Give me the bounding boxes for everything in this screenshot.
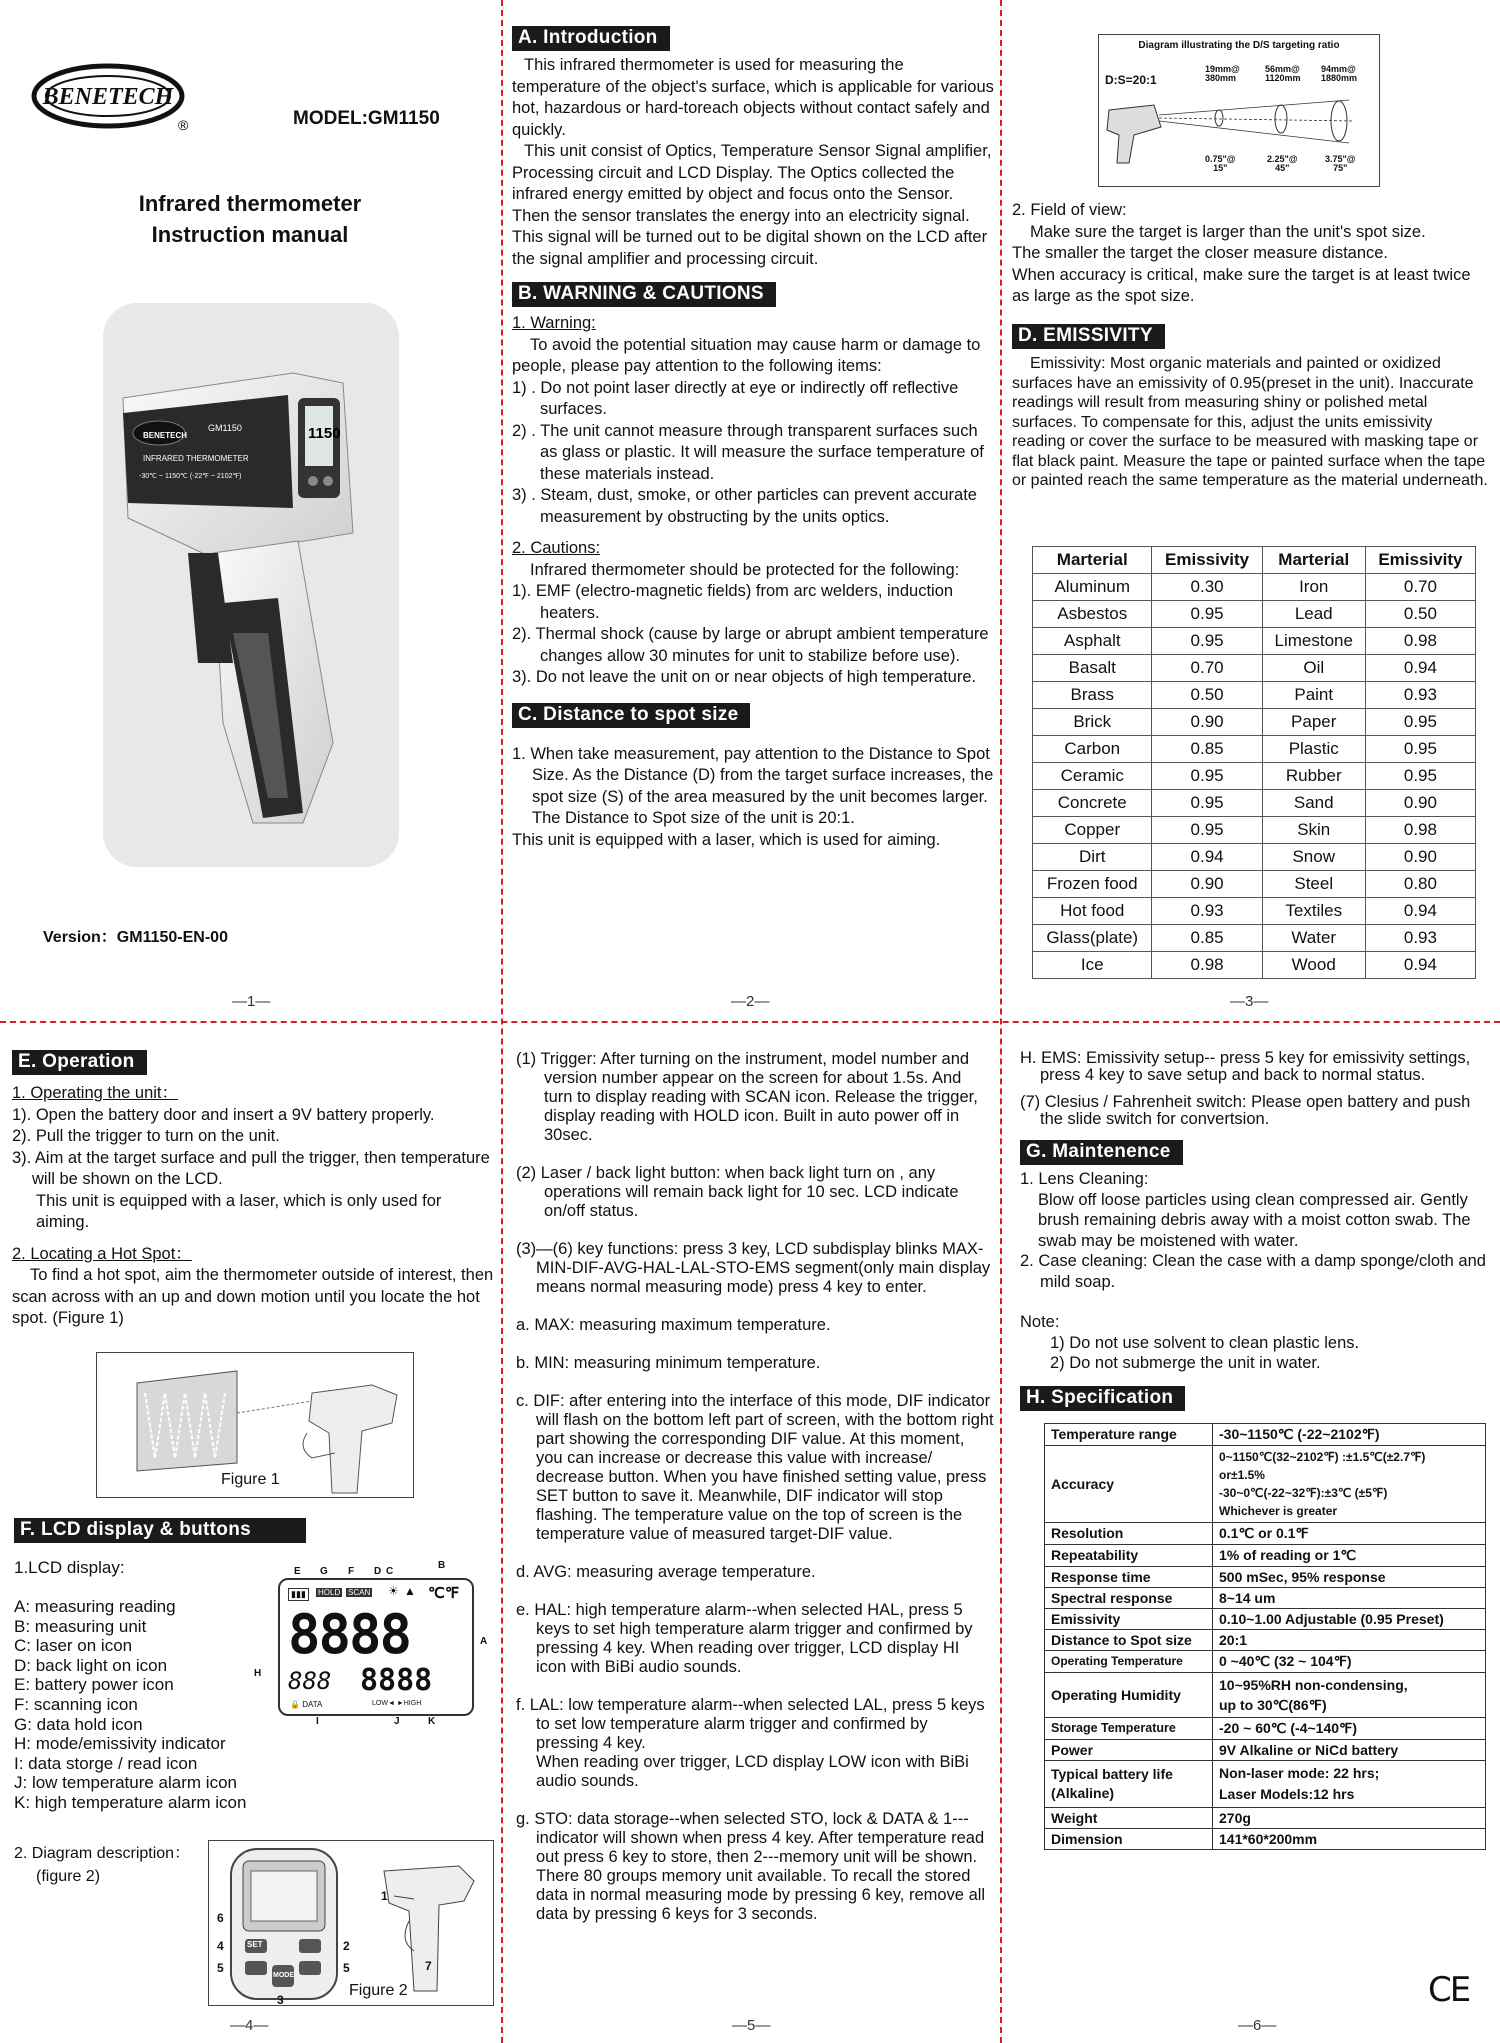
operating-note: This unit is equipped with a laser, which is only used for aiming.	[36, 1191, 442, 1231]
spec-value: -20 ~ 60℃ (-4~140℉)	[1213, 1717, 1486, 1739]
material-cell: Ice	[1033, 952, 1152, 979]
table-header: Emissivity	[1365, 547, 1475, 574]
spec-value-line: 10~95%RH non-condensing,	[1219, 1676, 1408, 1693]
spec-label: Dimension	[1045, 1828, 1213, 1849]
spec-label: Distance to Spot size	[1045, 1629, 1213, 1650]
figure-2-callout: 6	[217, 1911, 224, 1925]
spec-value: 0 ~40℃ (32 ~ 104℉)	[1213, 1650, 1486, 1672]
emissivity-text: Emissivity: Most organic materials and painted or oxidized surfaces have an emissivity of 0.95(preset in the unit). Inaccurate readings will result from measuring shiny or polished metal surfaces. To compensate for this, adjust the units emissivity reading or cover the surface to be measured with masking tape or flat black paint. Measure the tape or painted surface when the tape or painted reach the same temperature as the material underneath.	[1012, 355, 1488, 489]
ds-bottom-label: 2.25"@	[1267, 154, 1298, 164]
lcd-screen	[278, 1578, 474, 1716]
lcd-legend-list	[14, 1597, 246, 1813]
emissivity-cell: 0.90	[1152, 871, 1262, 898]
table-row	[1033, 682, 1476, 709]
mode-hal: e. HAL: high temperature alarm--when selected HAL, press 5 keys to set high temperature alarm trigger and confirmed by pressing 4 key. When reading over trigger, LCD display HI icon with BiBi audio sounds.	[516, 1601, 973, 1676]
emissivity-cell: 0.95	[1152, 790, 1262, 817]
spec-label: Spectral response	[1045, 1587, 1213, 1608]
spec-label: Temperature range	[1045, 1423, 1213, 1445]
emissivity-cell: 0.70	[1152, 655, 1262, 682]
spec-value: 8~14 um	[1213, 1587, 1486, 1608]
distance-laser: This unit is equipped with a laser, which is used for aiming.	[512, 830, 941, 849]
data-icon: 🔒 DATA	[290, 1700, 323, 1709]
material-cell: Oil	[1262, 655, 1365, 682]
ds-ratio-diagram	[1098, 34, 1380, 187]
mode-lal: f. LAL: low temperature alarm--when selected LAL, press 5 keys to set low temperature alarm trigger and confirmed by pressing 4 key.	[516, 1696, 985, 1752]
emissivity-cell: 0.95	[1365, 709, 1475, 736]
lcd-letter: E	[294, 1566, 301, 1577]
emissivity-cell: 0.95	[1152, 628, 1262, 655]
warning-item: 3) . Steam, dust, smoke, or other particles can prevent accurate measurement by obstructing by the units optics.	[512, 486, 977, 526]
emissivity-cell: 0.93	[1152, 898, 1262, 925]
table-row	[1045, 1807, 1486, 1828]
diagram-figure-ref: (figure 2)	[36, 1868, 101, 1885]
lcd-letter: K	[428, 1716, 436, 1727]
page-number: —5—	[732, 2017, 771, 2034]
figure-2-callout: 1	[381, 1889, 388, 1903]
battery-icon: ▮▮▮	[288, 1588, 309, 1601]
cautions-title: 2. Cautions:	[512, 539, 601, 557]
page-number: —2—	[731, 993, 770, 1010]
svg-text:BENETECH: BENETECH	[42, 84, 174, 110]
material-cell: Frozen food	[1033, 871, 1152, 898]
material-cell: Basalt	[1033, 655, 1152, 682]
mode-sto: g. STO: data storage--when selected STO, lock & DATA & 1---indicator will shown when press 4 key. After temperature read out press 6 key to store, then 2---memory unit will be shown. There 80 groups memory unit available. To recall the stored data in normal measuring mode by pressing 6 key, remove all data by pressing 6 keys for 3 seconds.	[516, 1810, 986, 1923]
material-cell: Plastic	[1262, 736, 1365, 763]
warning-intro: To avoid the potential situation may cause harm or damage to people, please pay attention to the following items:	[512, 335, 981, 375]
cover-title-line: Instruction manual	[151, 222, 349, 247]
lcd-legend-item: E: battery power icon	[14, 1675, 174, 1695]
table-row	[1033, 574, 1476, 601]
sub-reading-digits: 8888	[360, 1663, 433, 1698]
spec-label: Response time	[1045, 1566, 1213, 1587]
table-row	[1033, 655, 1476, 682]
operating-step: 1). Open the battery door and insert a 9V battery properly.	[12, 1105, 435, 1124]
mode-avg: d. AVG: measuring average temperature.	[516, 1563, 816, 1581]
emissivity-cell: 0.95	[1365, 736, 1475, 763]
table-row	[1045, 1566, 1486, 1587]
material-cell: Water	[1262, 925, 1365, 952]
material-cell: Carbon	[1033, 736, 1152, 763]
scan-icon: SCAN	[348, 1588, 371, 1597]
spec-value: 0.10~1.00 Adjustable (0.95 Preset)	[1213, 1608, 1486, 1629]
material-cell: Aluminum	[1033, 574, 1152, 601]
page-2	[512, 26, 994, 1016]
low-high-icon: LOW◄ ►HIGH	[372, 1700, 422, 1707]
cautions-intro: Infrared thermometer should be protected for the following:	[530, 560, 960, 579]
fov-text: The smaller the target the closer measure distance.	[1012, 244, 1389, 262]
caution-item: 1). EMF (electro-magnetic fields) from arc welders, induction heaters.	[512, 582, 954, 622]
caution-item: 2). Thermal shock (cause by large or abrupt ambient temperature changes allow 30 minutes for unit to stabilize before use).	[512, 625, 989, 665]
emissivity-cell: 0.90	[1365, 790, 1475, 817]
ds-top-label: 56mm@	[1265, 64, 1300, 74]
device-range: -30℃ ~ 1150℃ (-22℉ ~ 2102℉)	[139, 473, 242, 480]
ds-bottom-label: 15"	[1213, 163, 1228, 173]
material-cell: Limestone	[1262, 628, 1365, 655]
table-row	[1045, 1739, 1486, 1760]
ds-bottom-label: 45"	[1275, 163, 1290, 173]
figure-1-caption: Figure 1	[221, 1471, 280, 1488]
material-cell: Iron	[1262, 574, 1365, 601]
lcd-letter: B	[438, 1560, 446, 1571]
row-divider	[0, 1021, 1500, 1023]
svg-text:®: ®	[178, 117, 189, 133]
warning-item: 1) . Do not point laser directly at eye or indirectly off reflective surfaces.	[512, 378, 959, 418]
spec-label: Operating Humidity	[1045, 1672, 1213, 1717]
lcd-legend-item: D: back light on icon	[14, 1655, 168, 1675]
emissivity-cell: 0.94	[1152, 844, 1262, 871]
lcd-legend-item: B: measuring unit	[14, 1616, 147, 1636]
section-heading-distance: C. Distance to spot size	[512, 703, 750, 728]
table-row	[1045, 1717, 1486, 1739]
maintenance-case: 2. Case cleaning: Clean the case with a damp sponge/cloth and mild soap.	[1020, 1252, 1486, 1291]
spec-value: 141*60*200mm	[1213, 1828, 1486, 1849]
maintenance-lens-title: 1. Lens Cleaning:	[1020, 1170, 1149, 1188]
table-row	[1033, 709, 1476, 736]
lcd-legend-item: I: data storge / read icon	[14, 1753, 198, 1773]
table-row	[1045, 1445, 1486, 1522]
emissivity-cell: 0.50	[1152, 682, 1262, 709]
mode-ems: H. EMS: Emissivity setup-- press 5 key for emissivity settings, press 4 key to save setup and back to normal status.	[1020, 1050, 1471, 1084]
thermometer-gun-image	[103, 303, 399, 867]
lcd-letter: A	[480, 1636, 488, 1647]
material-cell: Wood	[1262, 952, 1365, 979]
page-number: —1—	[232, 993, 271, 1010]
material-cell: Concrete	[1033, 790, 1152, 817]
page-3	[1010, 24, 1494, 1016]
page-6	[1020, 1050, 1496, 2040]
table-row	[1033, 844, 1476, 871]
material-cell: Snow	[1262, 844, 1365, 871]
ds-top-label: 19mm@	[1205, 64, 1240, 74]
table-row	[1045, 1828, 1486, 1849]
material-cell: Hot food	[1033, 898, 1152, 925]
figure-2-caption: Figure 2	[349, 1982, 408, 1999]
note-item: 2) Do not submerge the unit in water.	[1050, 1354, 1321, 1372]
material-cell: Paint	[1262, 682, 1365, 709]
distance-paragraph: 1. When take measurement, pay attention to the Distance to Spot Size. As the Distance (D) from the target surface increases, the spot size (S) of the area measured by the unit becomes larger.	[512, 744, 994, 806]
table-row	[1045, 1522, 1486, 1544]
emissivity-cell: 0.30	[1152, 574, 1262, 601]
emissivity-cell: 0.95	[1152, 601, 1262, 628]
data-label: DATA	[302, 1700, 323, 1709]
lcd-legend-item: A: measuring reading	[14, 1597, 176, 1616]
emissivity-cell: 0.85	[1152, 736, 1262, 763]
ds-top-label: 94mm@	[1321, 64, 1356, 74]
material-cell: Steel	[1262, 871, 1365, 898]
emissivity-cell: 0.50	[1365, 601, 1475, 628]
figure-2	[208, 1840, 494, 2006]
lcd-letter: G	[320, 1566, 328, 1577]
hotspot-title: 2. Locating a Hot Spot：	[12, 1244, 192, 1263]
set-button: SET	[247, 1940, 263, 1949]
table-header: Marterial	[1262, 547, 1365, 574]
spec-value: -30~1150℃ (-22~2102℉)	[1213, 1423, 1486, 1445]
emissivity-cell: 0.95	[1152, 763, 1262, 790]
emissivity-table	[1032, 546, 1476, 979]
benetech-logo	[30, 58, 190, 136]
spec-label: Emissivity	[1045, 1608, 1213, 1629]
emissivity-cell: 0.80	[1365, 871, 1475, 898]
lcd-legend-item: F: scanning icon	[14, 1694, 138, 1714]
spec-value: 9V Alkaline or NiCd battery	[1213, 1739, 1486, 1760]
emissivity-cell: 0.94	[1365, 655, 1475, 682]
page-4	[12, 1050, 496, 2040]
spec-label: Weight	[1045, 1807, 1213, 1828]
intro-paragraph: This unit consist of Optics, Temperature Sensor Signal amplifier, Processing circuit and LCD Display. The Optics collected the infrared energy emitted by object and focus onto the Sensor. Then the sensor translates the energy into an electricity signal. This signal will be turned out to be digital shown on the LCD after the signal amplifier and processing circuit.	[512, 142, 992, 268]
emissivity-cell: 0.98	[1365, 628, 1475, 655]
material-cell: Asbestos	[1033, 601, 1152, 628]
device-label: GM1150	[208, 423, 242, 433]
emissivity-cell: 0.98	[1365, 817, 1475, 844]
material-cell: Lead	[1262, 601, 1365, 628]
mode-min: b. MIN: measuring minimum temperature.	[516, 1354, 821, 1372]
emissivity-cell: 0.85	[1152, 925, 1262, 952]
mode-lal-note: When reading over trigger, LCD display LOW icon with BiBi audio sounds.	[536, 1753, 969, 1790]
section-heading-maintenance: G. Maintenence	[1020, 1140, 1183, 1165]
table-row	[1045, 1629, 1486, 1650]
section-heading-operation: E. Operation	[12, 1050, 147, 1075]
lcd-letter: J	[394, 1716, 400, 1727]
figure-2-callout: 5	[343, 1961, 350, 1975]
table-row	[1033, 763, 1476, 790]
model-number: MODEL:GM1150	[293, 108, 440, 129]
figure-2-callout: 7	[425, 1959, 432, 1973]
material-cell: Dirt	[1033, 844, 1152, 871]
hold-icon: HOLD	[318, 1588, 341, 1597]
material-cell: Rubber	[1262, 763, 1365, 790]
spec-value: 1% of reading or 1℃	[1213, 1544, 1486, 1566]
section-heading-lcd: F. LCD display & buttons	[14, 1518, 306, 1543]
lcd-letter: C	[386, 1566, 394, 1577]
table-row	[1045, 1587, 1486, 1608]
table-row	[1045, 1650, 1486, 1672]
material-cell: Paper	[1262, 709, 1365, 736]
material-cell: Ceramic	[1033, 763, 1152, 790]
spec-value: 0.1℃ or 0.1℉	[1213, 1522, 1486, 1544]
unit-icon: ℃℉	[428, 1585, 460, 1602]
lcd-legend-item: G: data hold icon	[14, 1714, 143, 1734]
version-label: Version：GM1150-EN-00	[43, 929, 228, 946]
celsius-switch: (7) Clesius / Fahrenheit switch: Please open battery and push the slide switch for convertsion.	[1020, 1093, 1471, 1128]
table-row	[1033, 790, 1476, 817]
page-1-cover	[0, 0, 500, 1020]
device-name: INFRARED THERMOMETER	[143, 454, 249, 463]
material-cell: Brick	[1033, 709, 1152, 736]
lcd-diagram	[254, 1560, 490, 1727]
spec-value-line: or±1.5%	[1219, 1467, 1265, 1482]
lcd-letter: F	[348, 1566, 355, 1577]
material-cell: Brass	[1033, 682, 1152, 709]
spec-value-line: up to 30℃(86℉)	[1219, 1696, 1327, 1713]
distance-ratio: The Distance to Spot size of the unit is 20:1.	[532, 809, 855, 827]
spec-value: 20:1	[1213, 1629, 1486, 1650]
operating-step: 3). Aim at the target surface and pull the trigger, then temperature will be shown on the LCD.	[12, 1148, 490, 1188]
spec-value-line: Whichever is greater	[1219, 1503, 1338, 1518]
intro-paragraph: This infrared thermometer is used for measuring the temperature of the object's surface, which is applicable for various hot, hazardous or hard-toreach objects without contact safely and quickly.	[512, 56, 994, 139]
ds-top-label: 1880mm	[1321, 73, 1358, 83]
maintenance-lens-text: Blow off loose particles using clean compressed air. Gently brush remaining debris away with a moist cotton swab. The swab may be moistened with water.	[1038, 1190, 1471, 1250]
emissivity-cell: 0.70	[1365, 574, 1475, 601]
emissivity-cell: 0.90	[1152, 709, 1262, 736]
material-cell: Textiles	[1262, 898, 1365, 925]
mode-max: a. MAX: measuring maximum temperature.	[516, 1316, 831, 1334]
page-number: —3—	[1230, 993, 1269, 1010]
fov-text: When accuracy is critical, make sure the target is at least twice as large as the spot size.	[1012, 265, 1471, 305]
ds-top-label: 380mm	[1205, 73, 1237, 83]
spec-value-line: -30~0℃(-22~32℉):±3℃ (±5℉)	[1219, 1485, 1388, 1500]
ds-diagram-title: Diagram illustrating the D/S targeting ratio	[1138, 40, 1340, 51]
spec-label: Operating Temperature	[1045, 1650, 1213, 1672]
main-reading-digits: 8888	[288, 1603, 411, 1666]
lcd-letter: D	[374, 1566, 382, 1577]
table-row	[1045, 1672, 1486, 1717]
section-heading-introduction: A. Introduction	[512, 26, 670, 51]
cover-title-line: Infrared thermometer	[138, 191, 362, 216]
mode-dif: c. DIF: after entering into the interface of this mode, DIF indicator will flash on the bottom left part of screen, with the bottom right part showing the corresponding DIF value. At this moment, you can increase or decrease this value with increase/ decrease button. When you have finished setting value, press SET button to save it. Meanwhile, DIF indicator will stop flashing. The temperature value on the top of screen is the temperature value of measured target-DIF value.	[516, 1392, 994, 1543]
lcd-title: 1.LCD display:	[14, 1558, 125, 1577]
spec-label: Power	[1045, 1739, 1213, 1760]
emissivity-cell: 0.94	[1365, 952, 1475, 979]
emissivity-cell: 0.93	[1365, 925, 1475, 952]
operating-title: 1. Operating the unit：	[12, 1084, 179, 1102]
table-row	[1033, 736, 1476, 763]
mode-indicator-digits: 888	[288, 1667, 332, 1695]
backlight-icon: ☀	[388, 1584, 399, 1598]
operating-step: 2). Pull the trigger to turn on the unit.	[12, 1127, 280, 1145]
key-laser: (2) Laser / back light button: when back light turn on , any operations will remain back light for 10 sec. LCD indicate on/off status.	[516, 1164, 959, 1220]
ds-ratio-label: D:S=20:1	[1105, 73, 1157, 87]
emissivity-cell: 0.90	[1365, 844, 1475, 871]
emissivity-cell: 0.98	[1152, 952, 1262, 979]
material-cell: Sand	[1262, 790, 1365, 817]
cover-title	[0, 188, 500, 250]
emissivity-cell: 0.93	[1365, 682, 1475, 709]
material-cell: Asphalt	[1033, 628, 1152, 655]
spec-label-line: (Alkaline)	[1051, 1784, 1115, 1801]
page-number: —4—	[230, 2017, 269, 2034]
figure-2-callout: 3	[277, 1993, 284, 2007]
spec-value-line: Laser Models:12 hrs	[1219, 1785, 1355, 1802]
material-cell: Copper	[1033, 817, 1152, 844]
mode-button: MODE	[273, 1972, 294, 1979]
table-header: Marterial	[1033, 547, 1152, 574]
spec-value: 270g	[1213, 1807, 1486, 1828]
hotspot-text: To find a hot spot, aim the thermometer outside of interest, then scan across with an up and down motion until you locate the hot spot. (Figure 1)	[12, 1266, 494, 1327]
device-brand: BENETECH	[143, 431, 188, 440]
lcd-legend-item: K: high temperature alarm icon	[14, 1792, 247, 1812]
ds-bottom-label: 0.75"@	[1205, 154, 1236, 164]
ce-mark: CE	[1428, 1970, 1470, 2010]
table-row	[1045, 1423, 1486, 1445]
page-5	[516, 1050, 994, 2040]
spec-label: Storage Temperature	[1045, 1717, 1213, 1739]
figure-2-callout: 5	[217, 1961, 224, 1975]
note-item: 1) Do not use solvent to clean plastic lens.	[1050, 1333, 1360, 1352]
fov-title: 2. Field of view:	[1012, 201, 1127, 219]
table-row	[1045, 1760, 1486, 1807]
table-row	[1033, 601, 1476, 628]
ds-bottom-label: 75"	[1333, 163, 1348, 173]
figure-1	[96, 1352, 414, 1498]
ds-top-label: 1120mm	[1265, 73, 1301, 83]
spec-value-line: 0~1150℃(32~2102℉) :±1.5℃(±2.7℉)	[1219, 1449, 1426, 1464]
product-photo	[103, 303, 399, 867]
emissivity-cell: 0.94	[1365, 898, 1475, 925]
spec-value-line: Non-laser mode: 22 hrs;	[1219, 1764, 1380, 1781]
lcd-legend-item: J: low temperature alarm icon	[14, 1773, 237, 1793]
section-heading-emissivity: D. EMISSIVITY	[1012, 324, 1165, 349]
lcd-letter: I	[316, 1716, 319, 1727]
table-row	[1033, 952, 1476, 979]
table-row	[1045, 1608, 1486, 1629]
warning-item: 2) . The unit cannot measure through transparent surfaces such as glass or plastic. It will measure the surface temperature of these materials instead.	[512, 421, 984, 483]
lcd-legend-item: C: laser on icon	[14, 1636, 133, 1656]
page-number: —6—	[1238, 2017, 1277, 2034]
section-heading-specification: H. Specification	[1020, 1386, 1185, 1411]
table-row	[1033, 817, 1476, 844]
figure-2-callout: 4	[217, 1939, 224, 1953]
table-row	[1033, 898, 1476, 925]
emissivity-cell: 0.95	[1152, 817, 1262, 844]
material-cell: Glass(plate)	[1033, 925, 1152, 952]
fov-text: Make sure the target is larger than the unit's spot size.	[1030, 222, 1426, 241]
laser-icon: ▲	[404, 1584, 416, 1598]
key-trigger: (1) Trigger: After turning on the instrument, model number and version number appear on the screen for about 1.5s. And turn to display reading with SCAN icon. Release the trigger, display reading with HOLD icon. Built in auto power off in 30sec.	[516, 1050, 978, 1144]
caution-item: 3). Do not leave the unit on or near objects of high temperature.	[512, 668, 977, 686]
section-heading-warning: B. WARNING & CAUTIONS	[512, 282, 776, 307]
diagram-title: 2. Diagram description：	[14, 1845, 191, 1862]
lcd-letter: H	[254, 1668, 262, 1679]
table-header: Emissivity	[1152, 547, 1262, 574]
figure-2-callout: 2	[343, 1939, 350, 1953]
specification-table	[1044, 1423, 1486, 1850]
note-title: Note:	[1020, 1313, 1060, 1331]
table-row	[1033, 871, 1476, 898]
warning-title: 1. Warning:	[512, 314, 596, 332]
spec-label: Accuracy	[1045, 1445, 1213, 1522]
key-functions: (3)—(6) key functions: press 3 key, LCD subdisplay blinks MAX-MIN-DIF-AVG-HAL-LAL-STO-EMS segment(only main display means normal measuring mode) press 4 key to enter.	[516, 1240, 991, 1296]
material-cell: Skin	[1262, 817, 1365, 844]
table-row	[1045, 1544, 1486, 1566]
table-row	[1033, 628, 1476, 655]
spec-value: 500 mSec, 95% response	[1213, 1566, 1486, 1587]
device-display: 1150	[308, 425, 341, 442]
spec-label: Repeatability	[1045, 1544, 1213, 1566]
emissivity-cell: 0.95	[1365, 763, 1475, 790]
ds-bottom-label: 3.75"@	[1325, 154, 1356, 164]
table-row	[1033, 925, 1476, 952]
spec-label-line: Typical battery life	[1051, 1765, 1173, 1782]
lcd-legend-item: H: mode/emissivity indicator	[14, 1734, 226, 1754]
spec-label: Resolution	[1045, 1522, 1213, 1544]
